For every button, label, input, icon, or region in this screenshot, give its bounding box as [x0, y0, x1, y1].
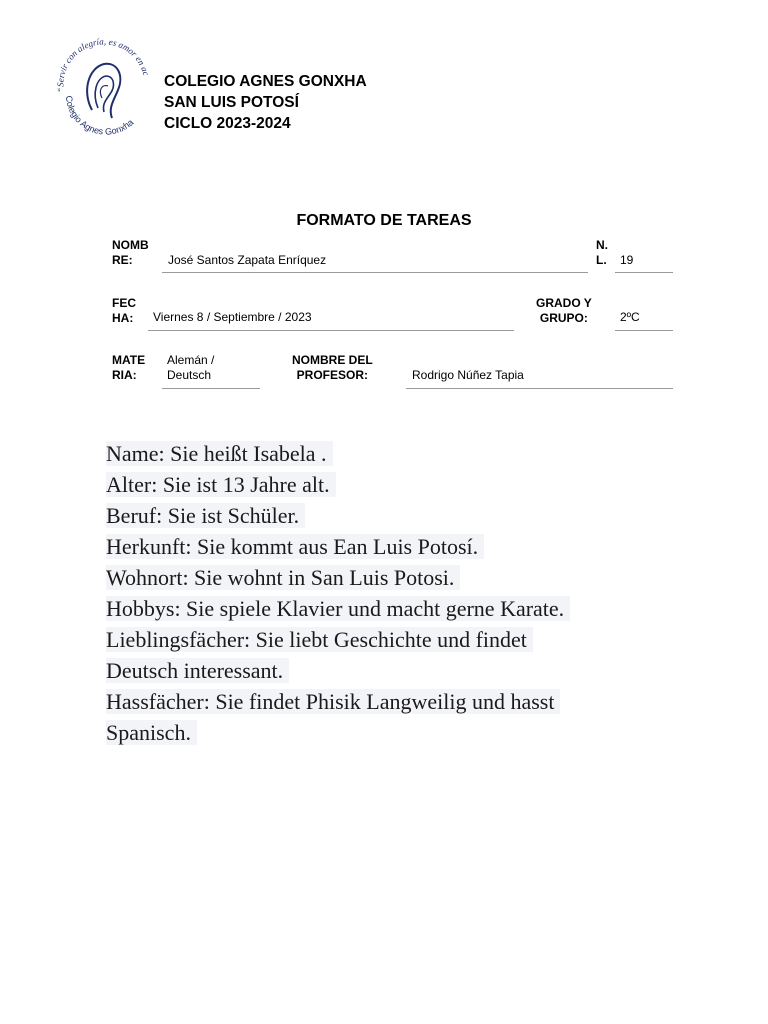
svg-text:Colegio Agnes Gonxha: Colegio Agnes Gonxha	[63, 95, 136, 137]
date-underline	[148, 330, 514, 331]
school-logo	[52, 32, 156, 144]
name-underline	[162, 272, 588, 273]
school-header	[164, 71, 367, 134]
text-line: Spanisch.	[106, 717, 570, 748]
text-line: Deutsch interessant.	[106, 655, 570, 686]
school-city: SAN LUIS POTOSÍ	[164, 94, 299, 111]
text-line: Hobbys: Sie spiele Klavier und macht gerne Karate.	[106, 593, 570, 624]
teacher-underline	[406, 388, 673, 389]
svg-text:“Servir con alegría, es amor e: “Servir con alegría, es amor en ac	[55, 36, 152, 93]
school-seal-icon	[52, 32, 156, 144]
subject-value: Alemán / Deutsch	[167, 353, 215, 382]
text-line: Wohnort: Sie wohnt in San Luis Potosi.	[106, 562, 570, 593]
subject-label: MATE RIA:	[112, 353, 146, 382]
grade-value: 2ºC	[620, 310, 640, 324]
subject-underline	[162, 388, 260, 389]
form-title: FORMATO DE TAREAS	[296, 212, 472, 229]
school-name: COLEGIO AGNES GONXHA	[164, 73, 367, 90]
teacher-label: NOMBRE DEL PROFESOR:	[292, 353, 373, 382]
teacher-value: Rodrigo Núñez Tapia	[412, 368, 524, 382]
homework-text	[106, 438, 570, 748]
text-line: Lieblingsfächer: Sie liebt Geschichte und findet	[106, 624, 570, 655]
text-line: Herkunft: Sie kommt aus Ean Luis Potosí.	[106, 531, 570, 562]
list-number-value: 19	[620, 253, 634, 267]
text-line: Hassfächer: Sie findet Phisik Langweilig und hasst	[106, 686, 570, 717]
text-line: Beruf: Sie ist Schüler.	[106, 500, 570, 531]
name-value: José Santos Zapata Enríquez	[168, 253, 327, 267]
grade-underline	[615, 330, 673, 331]
school-cycle: CICLO 2023-2024	[164, 115, 291, 132]
text-line: Alter: Sie ist 13 Jahre alt.	[106, 469, 570, 500]
date-value: Viernes 8 / Septiembre / 2023	[153, 310, 312, 324]
text-line: Name: Sie heißt Isabela .	[106, 438, 570, 469]
name-label: NOMB RE:	[112, 238, 149, 267]
list-number-underline	[615, 272, 673, 273]
date-label: FEC HA:	[112, 296, 136, 325]
list-number-label: N. L.	[596, 238, 608, 267]
grade-label: GRADO Y GRUPO:	[536, 296, 592, 325]
